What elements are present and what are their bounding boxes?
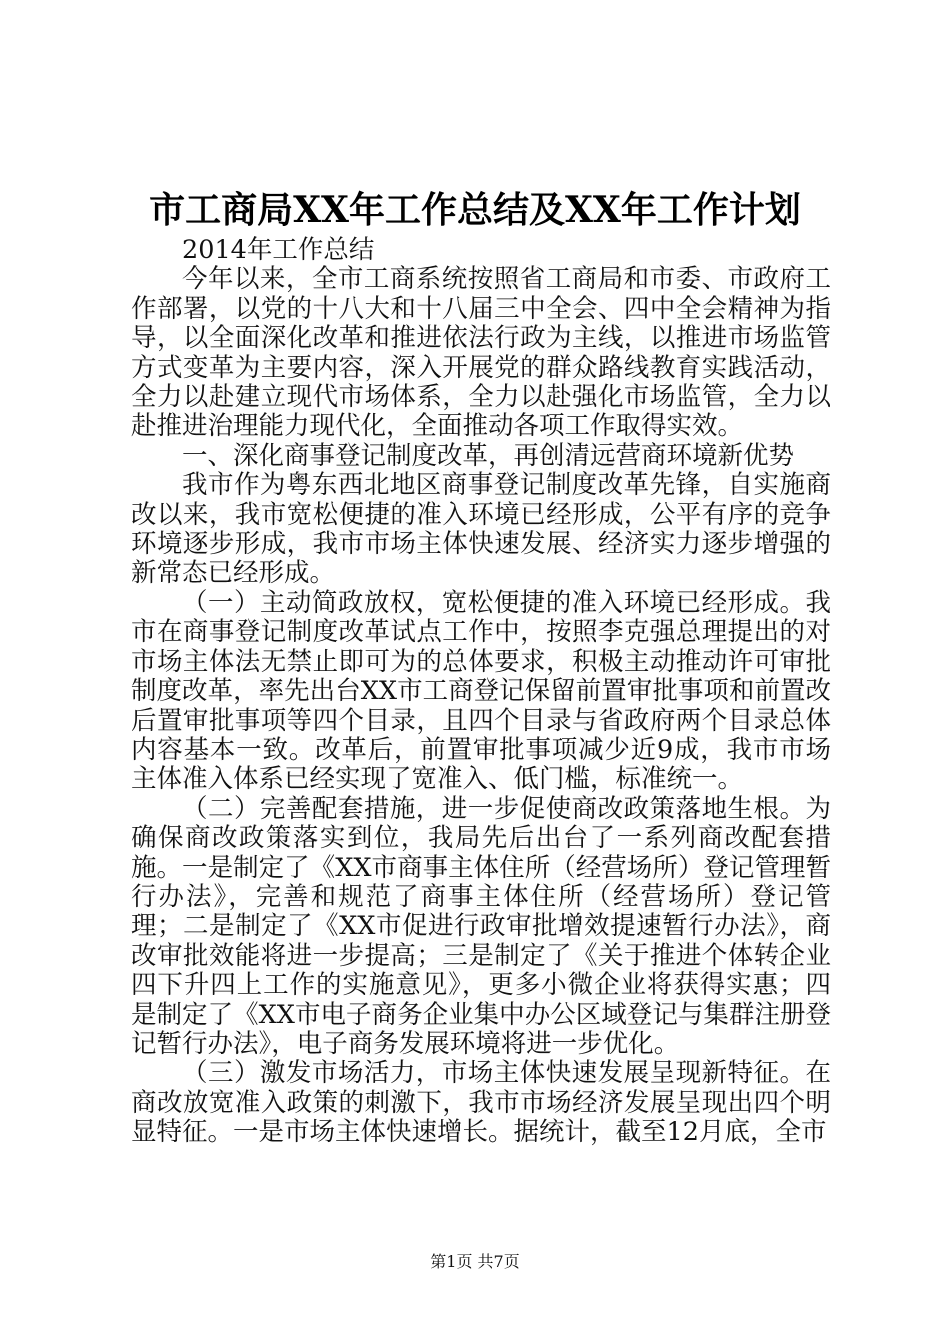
section-heading: 一、深化商事登记制度改革，再创清远营商环境新优势 — [182, 440, 795, 471]
paragraph: （二）完善配套措施，进一步促使商改政策落地生根。为确保商改政策落实到位，我局先后出台了一系列商改配套措施。一是制定了《XX市商事主体住所（经营场所）登记管理暂行办法》，完善和规范了商事主体住所（经营场所）登记管理；二是制定了《XX市促进行政审批增效提速暂行办法》，商改审批效能将进一步提高；三是制定了《关于推进个体转企业四下升四上工作的实施意见》，更多小微企业将获得实惠；四是制定了《XX市电子商务企业集中办公区域登记与集群注册登记暂行办法》，电子商务发展环境将进一步优化。 — [131, 793, 831, 1059]
paragraph: （三）激发市场活力，市场主体快速发展呈现新特征。在商改放宽准入政策的刺激下，我市市场经济发展呈现出四个明显特征。一是市场主体快速增长。据统计，截至12月底，全市 — [131, 1058, 831, 1148]
page-footer: 第1页 共7页 — [430, 1252, 520, 1271]
paragraph: （一）主动简政放权，宽松便捷的准入环境已经形成。我市在商事登记制度改革试点工作中，按照李克强总理提出的对市场主体法无禁止即可为的总体要求，积极主动推动许可审批制度改革，率先出台XX市工商登记保留前置审批事项和前置改后置审批事项等四个目录，且四个目录与省政府两个目录总体内容基本一致。改革后，前置审批事项减少近9成，我市市场主体准入体系已经实现了宽准入、低门槛，标准统一。 — [131, 587, 831, 795]
document-title: 市工商局XX年工作总结及XX年工作计划 — [149, 189, 801, 231]
document-body — [131, 236, 831, 1148]
paragraph: 我市作为粤东西北地区商事登记制度改革先锋，自实施商改以来，我市宽松便捷的准入环境已经形成，公平有序的竞争环境逐步形成，我市市场主体快速发展、经济实力逐步增强的新常态已经形成。 — [131, 470, 831, 589]
paragraph: 今年以来，全市工商系统按照省工商局和市委、市政府工作部署，以党的十八大和十八届三中全会、四中全会精神为指导，以全面深化改革和推进依法行政为主线，以推进市场监管方式变革为主要内容，深入开展党的群众路线教育实践活动，全力以赴建立现代市场体系，全力以赴强化市场监管，全力以赴推进治理能力现代化，全面推动各项工作取得实效。 — [131, 264, 831, 442]
section-subtitle: 2014年工作总结 — [182, 235, 375, 265]
